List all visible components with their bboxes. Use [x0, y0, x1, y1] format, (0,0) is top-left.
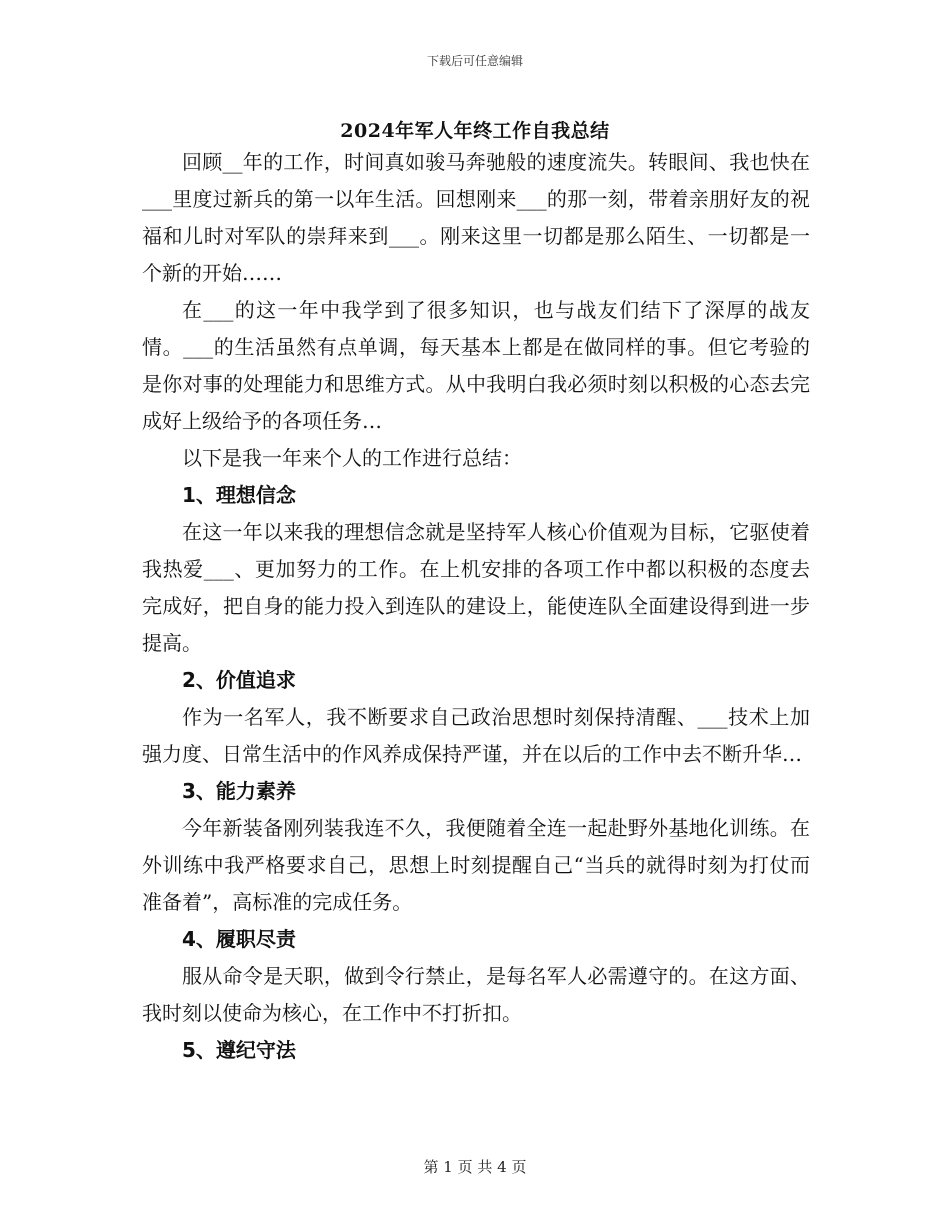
section-heading-values: 2、价值追求 [182, 668, 296, 692]
document-title: 2024年军人年终工作自我总结 [340, 120, 610, 142]
paragraph-experience: 在___的这一年中我学到了很多知识，也与战友们结下了深厚的战友情。___的生活虽然有点单调，每天基本上都是在做同样的事。但它考验的是你对事的处理能力和思维方式。从中我明白我必须时刻以积极的心态去完成好上级给予的各项任务… [142, 298, 810, 433]
section-heading-discipline: 5、遵纪守法 [182, 1038, 296, 1062]
paragraph-ability: 今年新装备刚列装我连不久，我便随着全连一起赴野外基地化训练。在外训练中我严格要求自己，思想上时刻提醒自己“当兵的就得时刻为打仗而准备着”，高标准的完成任务。 [142, 816, 810, 914]
section-heading-duty: 4、履职尽责 [182, 927, 296, 951]
paragraph-ideals: 在这一年以来我的理想信念就是坚持军人核心价值观为目标，它驱使着我热爱___、更加努力的工作。在上机安排的各项工作中都以积极的态度去完成好，把自身的能力投入到连队的建设上，能使连队全面建设得到进一步提高。 [142, 520, 810, 655]
paragraph-summary-lead: 以下是我一年来个人的工作进行总结： [182, 446, 522, 470]
document-body [142, 144, 810, 1069]
page-number-footer: 第 1 页 共 4 页 [423, 1158, 527, 1176]
paragraph-duty: 服从命令是天职，做到令行禁止，是每名军人必需遵守的。在这方面、我时刻以使命为核心，在工作中不打折扣。 [142, 964, 810, 1025]
header-note: 下载后可任意编辑 [426, 54, 523, 68]
section-heading-ideals: 1、理想信念 [182, 483, 296, 507]
paragraph-values: 作为一名军人，我不断要求自己政治思想时刻保持清醒、___技术上加强力度、日常生活中的作风养成保持严谨，并在以后的工作中去不断升华… [142, 705, 810, 766]
paragraph-intro: 回顾__年的工作，时间真如骏马奔驰般的速度流失。转眼间、我也快在___里度过新兵的第一以年生活。回想刚来___的那一刻，带着亲朋好友的祝福和儿时对军队的崇拜来到___。刚来这里一切都是那么陌生、一切都是一个新的开始…… [142, 150, 810, 285]
section-heading-ability: 3、能力素养 [182, 779, 296, 803]
